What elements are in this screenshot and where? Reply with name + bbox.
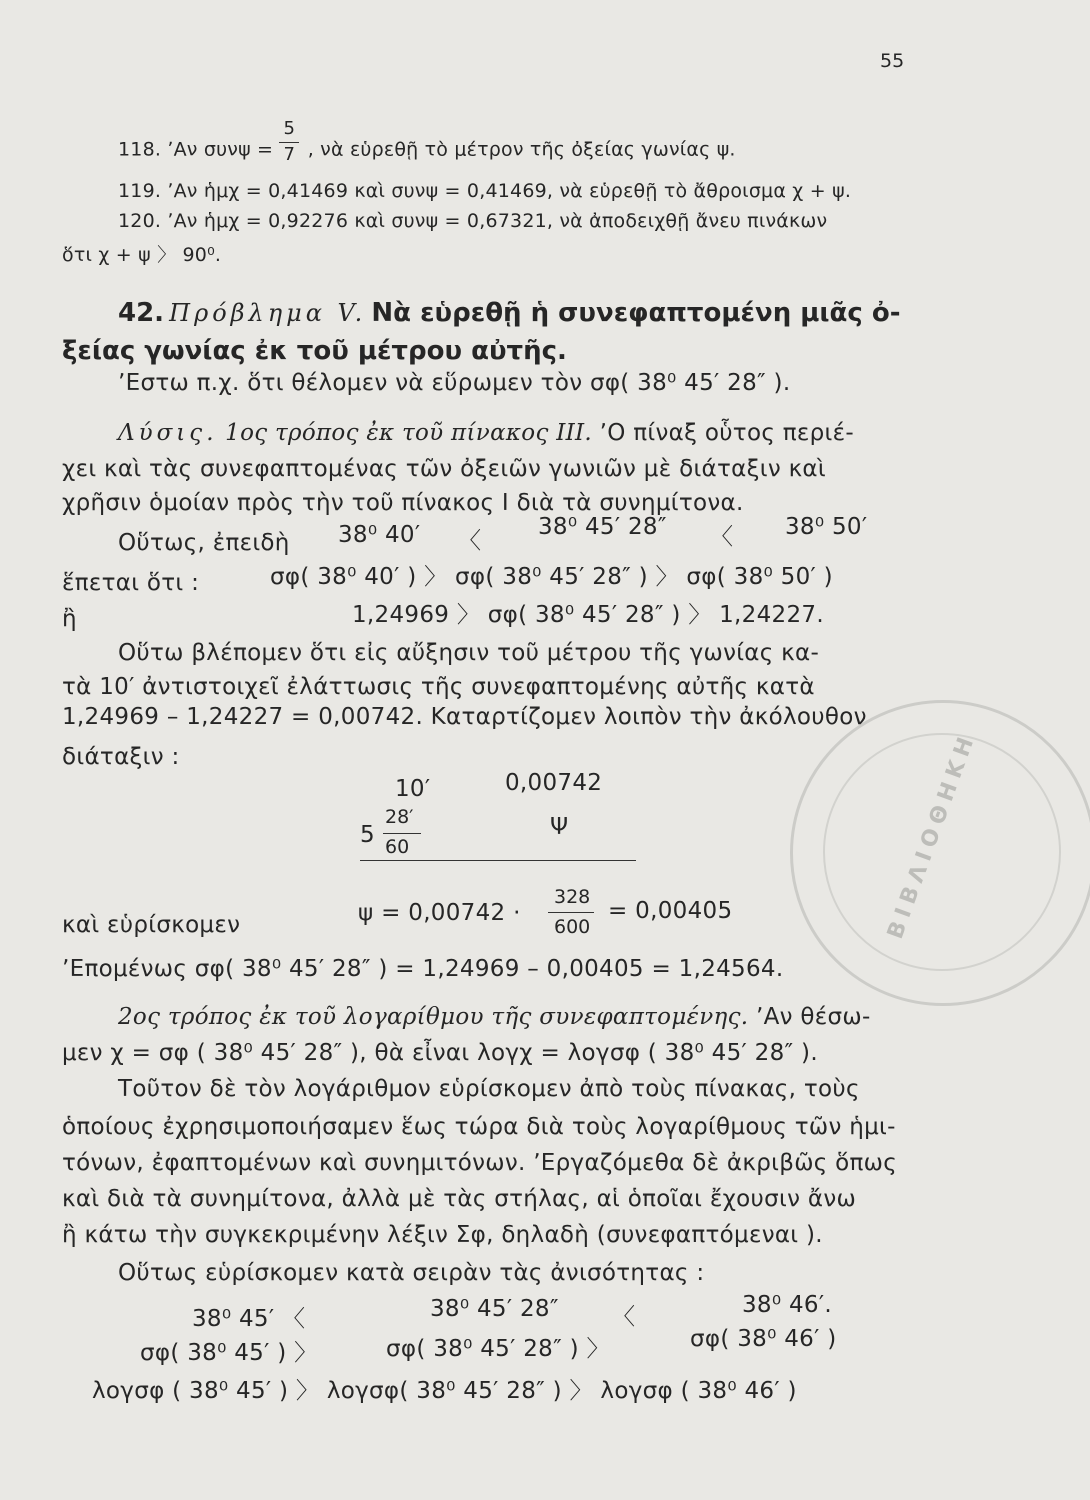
inequality-1-sign1: 〈 — [458, 528, 482, 554]
method2-line1-rest: ʼΑν θέσω- — [756, 1004, 871, 1030]
find-fraction-denominator: 600 — [554, 916, 591, 938]
method2-title: 2ος τρόπος ἐκ τοῦ λογαρίθμου τῆς συνεφαπτομένης. — [118, 1004, 749, 1030]
final-ineq2-left: σφ( 38⁰ 45′ ) 〉 — [140, 1340, 318, 1366]
find-fraction-numerator: 328 — [554, 886, 591, 908]
exercise-118-start: 118. ʼΑν συνψ = — [118, 138, 274, 161]
problem-example: ʼΕστω π.χ. ὅτι θέλομεν νὰ εὕρωμεν τὸν σφ( 38⁰ 45′ 28″ ). — [118, 370, 791, 396]
exercise-120: 120. ʼΑν ἡμχ = 0,92276 καὶ συνψ = 0,67321, νὰ ἀποδειχθῇ ἄνευ πινάκων — [118, 210, 828, 232]
exercise-119: 119. ʼΑν ἡμχ = 0,41469 καὶ συνψ = 0,41469, νὰ εὑρεθῇ τὸ ἄθροισμα χ + ψ. — [118, 180, 852, 202]
library-stamp — [790, 700, 1090, 1006]
inequality-1-lead: Οὕτως, ἐπειδὴ — [118, 530, 290, 556]
method2-line7: ἢ κάτω τὴν συγκεκριμένην λέξιν Σφ, δηλαδὴ (συνεφαπτόμεναι ). — [62, 1222, 823, 1248]
find-fraction — [548, 886, 598, 942]
inequality-1-middle: 38⁰ 45′ 28″ — [538, 514, 667, 540]
find-result: = 0,00405 — [608, 898, 733, 924]
solution-line3: χρῆσιν ὁμοίαν πρὸς τὴν τοῦ πίνακος Ι διὰ τὰ συνημίτονα. — [62, 490, 744, 516]
inequality-1-left: 38⁰ 40′ — [338, 522, 421, 548]
problem-title-line1: Νὰ εὑρεθῇ ἡ συνεφαπτομένη μιᾶς ὀ- — [371, 298, 901, 328]
method1-title: 1ος τρόπος ἐκ τοῦ πίνακος ΙΙΙ. — [225, 420, 592, 446]
final-ineq1-sign: 〈 — [612, 1304, 636, 1330]
final-ineq1-middle: 38⁰ 45′ 28″ — [430, 1296, 559, 1322]
page-number: 55 — [880, 50, 905, 72]
method2-line2: μεν χ = σφ ( 38⁰ 45′ 28″ ), θὰ εἶναι λογχ = λογσφ ( 38⁰ 45′ 28″ ). — [62, 1040, 818, 1066]
table-fraction-denominator: 60 — [385, 836, 410, 858]
problem-label: Πρόβλημα V. — [169, 299, 367, 327]
exercise-118 — [118, 118, 736, 168]
fraction-line — [279, 142, 299, 143]
paragraph-line4: διάταξιν : — [62, 744, 180, 770]
find-lead: καὶ εὑρίσκομεν — [62, 912, 241, 938]
find-expression: ψ = 0,00742 · — [358, 900, 521, 926]
table-fraction-line — [383, 833, 421, 834]
method2-line1 — [118, 1004, 871, 1030]
fraction-numerator: 5 — [283, 118, 296, 139]
inequality-2: σφ( 38⁰ 40′ ) 〉 σφ( 38⁰ 45′ 28″ ) 〉 σφ( 38⁰ 50′ ) — [270, 564, 833, 590]
table-fraction-numerator: 28′ — [385, 806, 414, 828]
final-ineq3: λογσφ ( 38⁰ 45′ ) 〉 λογσφ( 38⁰ 45′ 28″ ) 〉 λογσφ ( 38⁰ 46′ ) — [92, 1378, 797, 1404]
solution-label: Λύσις. — [118, 420, 218, 446]
table-row2-whole: 5 — [360, 822, 375, 848]
table-row2-unknown: Ψ — [550, 814, 569, 840]
fraction-denominator: 7 — [283, 144, 296, 165]
method2-line6: καὶ διὰ τὰ συνημίτονα, ἀλλὰ μὲ τὰς στήλας, αἱ ὁποῖαι ἔχουσιν ἄνω — [62, 1186, 857, 1212]
final-result: ʼΕπομένως σφ( 38⁰ 45′ 28″ ) = 1,24969 – 0,00405 = 1,24564. — [62, 956, 784, 982]
inequality-3: 1,24969 〉 σφ( 38⁰ 45′ 28″ ) 〉 1,24227. — [352, 602, 824, 628]
solution-line1 — [118, 420, 854, 446]
solution-line1-rest: ʼΟ πίναξ οὗτος περιέ- — [599, 420, 854, 446]
inequality-3-lead: ἢ — [62, 606, 77, 632]
fraction-5-7 — [279, 118, 301, 168]
method2-line8: Οὕτως εὑρίσκομεν κατὰ σειρὰν τὰς ἀνισότητας : — [118, 1260, 705, 1286]
final-ineq2-middle: σφ( 38⁰ 45′ 28″ ) 〉 — [386, 1336, 610, 1362]
solution-line2: χει καὶ τὰς συνεφαπτομένας τῶν ὀξειῶν γωνιῶν μὲ διάταξιν καὶ — [62, 456, 826, 482]
exercise-120-continued: ὅτι χ + ψ 〉 90⁰. — [62, 244, 222, 266]
method2-line5: τόνων, ἐφαπτομένων καὶ συνημιτόνων. ʼΕργαζόμεθα δὲ ἀκριβῶς ὅπως — [62, 1150, 898, 1176]
table-rule — [360, 860, 636, 861]
find-fraction-line — [548, 912, 594, 913]
table-row2-fraction — [383, 806, 423, 860]
inequality-1-right: 38⁰ 50′ — [785, 514, 868, 540]
inequality-2-lead: ἕπεται ὅτι : — [62, 570, 200, 596]
final-ineq1-left: 38⁰ 45′ 〈 — [192, 1306, 306, 1332]
paragraph-line1: Οὕτω βλέπομεν ὅτι εἰς αὔξησιν τοῦ μέτρου τῆς γωνίας κα- — [118, 640, 820, 666]
final-ineq1-right: 38⁰ 46′. — [742, 1292, 832, 1318]
stamp-text: ΒΙΒΛΙΟΘΗΚΗ — [883, 728, 982, 943]
paragraph-line2: τὰ 10′ ἀντιστοιχεῖ ἐλάττωσις τῆς συνεφαπτομένης αὐτῆς κατὰ — [62, 674, 815, 700]
final-ineq2-right: σφ( 38⁰ 46′ ) — [690, 1326, 837, 1352]
table-row1-angle: 10′ — [395, 776, 431, 802]
problem-heading — [118, 298, 901, 328]
inequality-1-sign2: 〈 — [710, 524, 734, 550]
problem-number: 42. — [118, 298, 165, 328]
method2-line4: ὁποίους ἐχρησιμοποιήσαμεν ἕως τώρα διὰ τοὺς λογαρίθμους τῶν ἡμι- — [62, 1114, 896, 1140]
problem-title-line2: ξείας γωνίας ἐκ τοῦ μέτρου αὐτῆς. — [62, 336, 567, 366]
table-row1-diff: 0,00742 — [505, 770, 603, 796]
paragraph-line3: 1,24969 – 1,24227 = 0,00742. Καταρτίζομεν λοιπὸν τὴν ἀκόλουθον — [62, 704, 867, 730]
method2-line3: Τοῦτον δὲ τὸν λογάριθμον εὑρίσκομεν ἀπὸ τοὺς πίνακας, τοὺς — [118, 1076, 860, 1102]
exercise-118-end: , νὰ εὑρεθῇ τὸ μέτρον τῆς ὀξείας γωνίας ψ. — [307, 138, 736, 161]
